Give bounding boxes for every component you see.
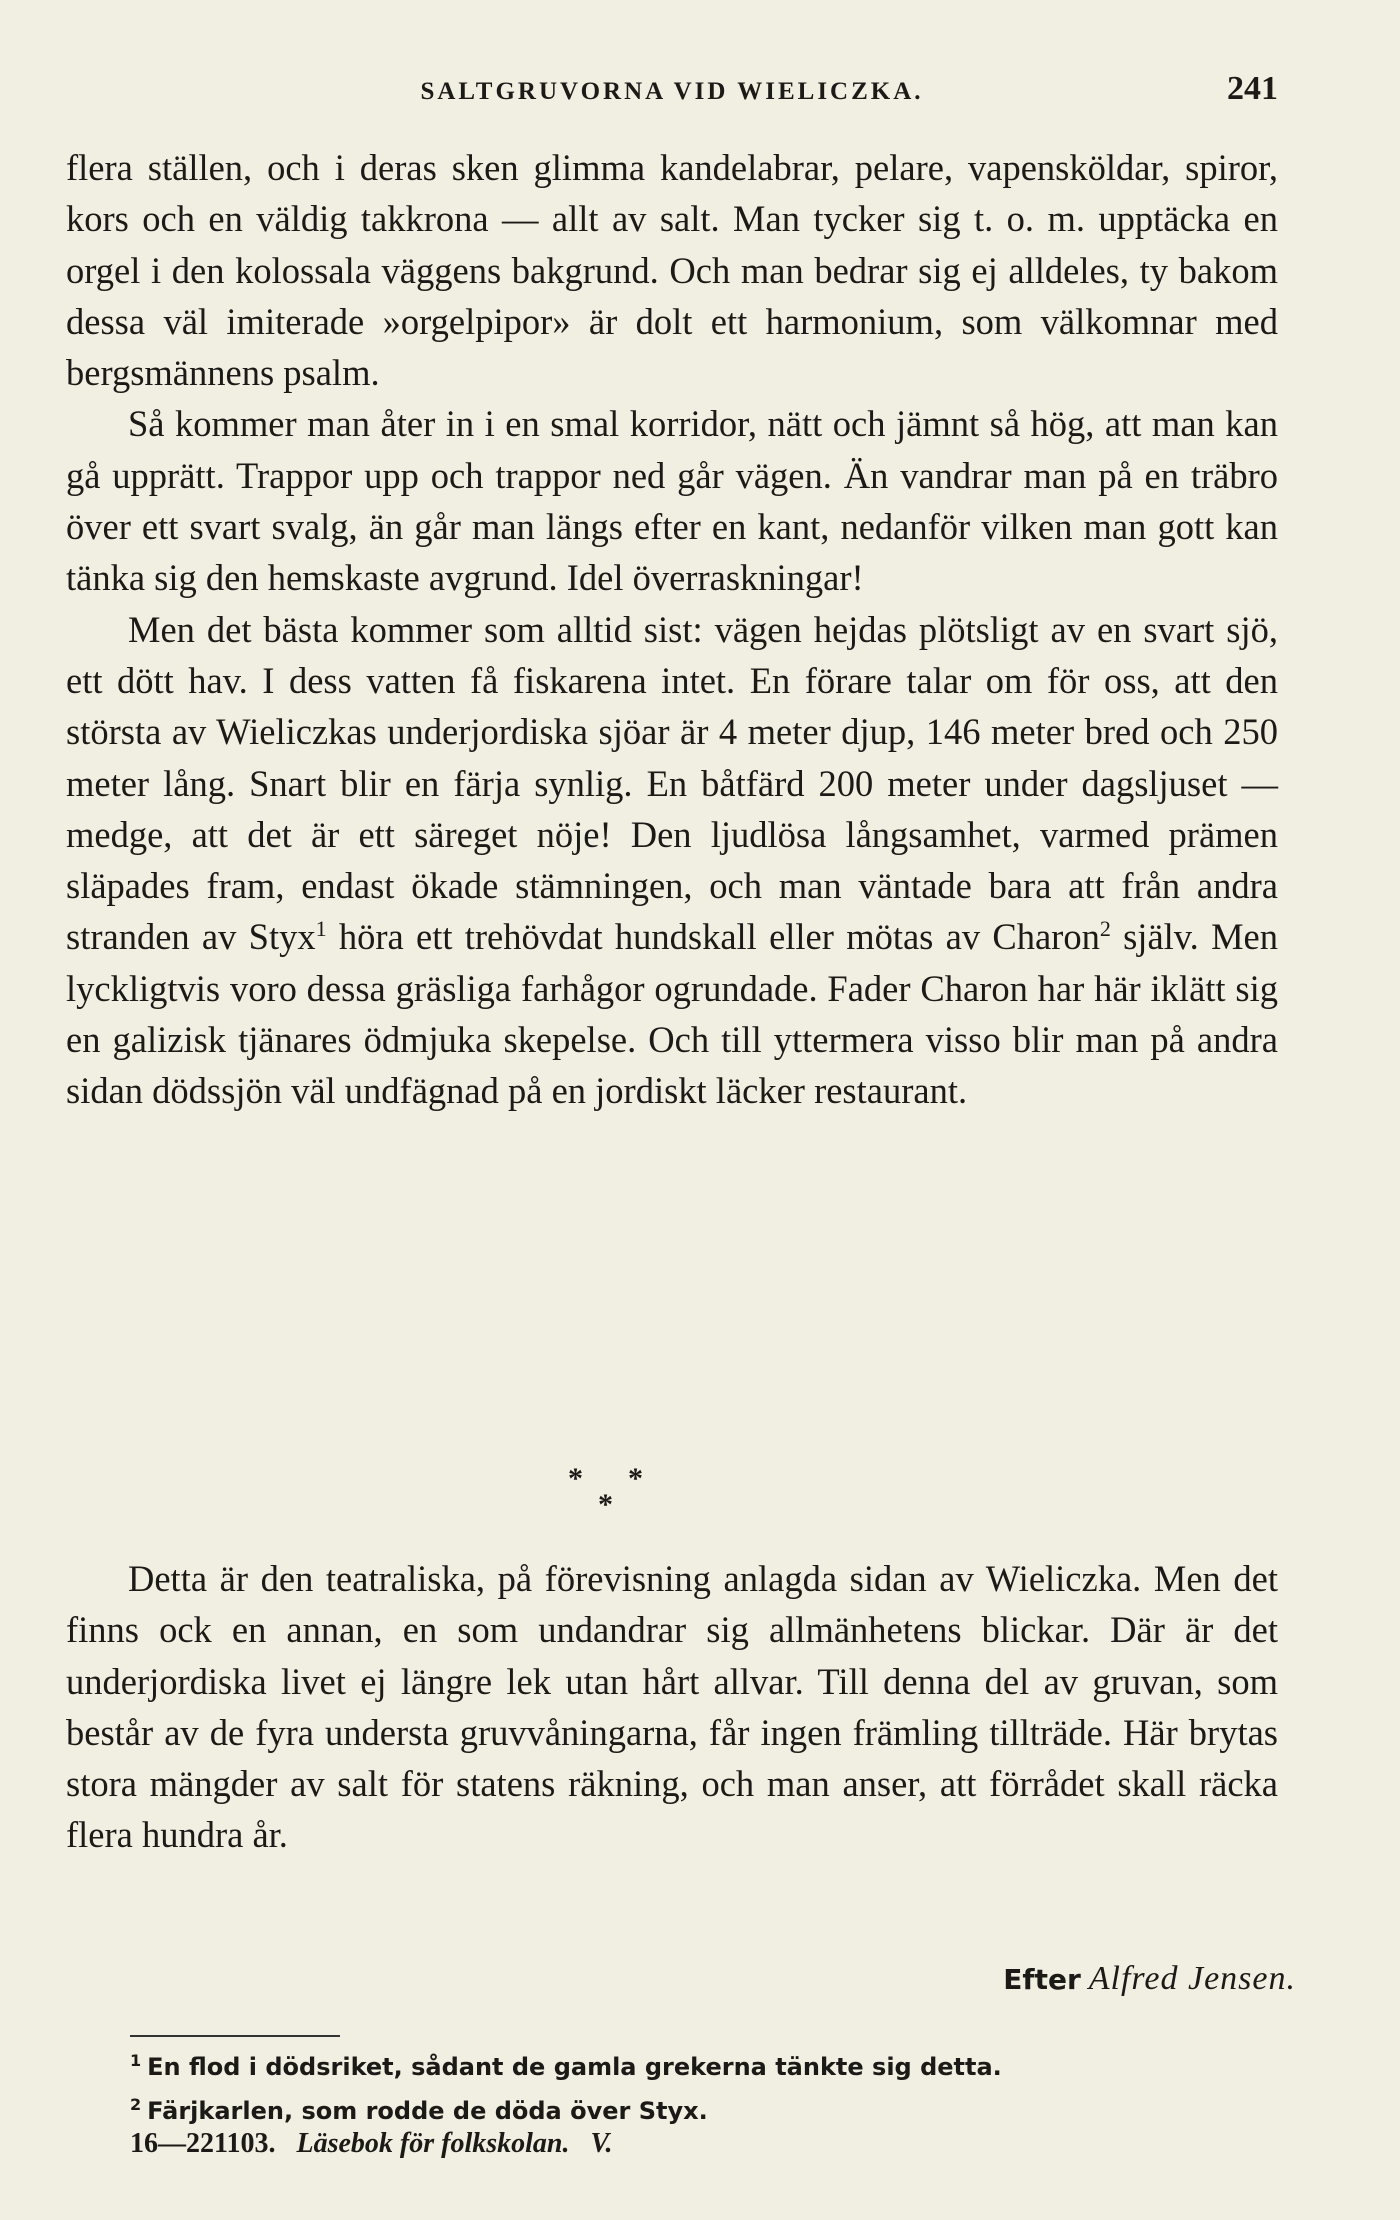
attribution — [1003, 1960, 1296, 1998]
paragraph-1: flera ställen, och i deras sken glimma kandelabrar, pelare, vapensköldar, spiror, kors och en väldig takkrona — allt av salt. Man tycker sig t. o. m. upptäcka en orgel i den kolossala väggens bakgrund. Och man bedrar sig ej alldeles, ty bakom dessa väl imiterade »orgelpipor» är dolt ett harmonium, som välkomnar med bergsmännens psalm. — [66, 147, 1278, 394]
footnote-1-mark: 1 — [130, 2051, 142, 2070]
paragraph-3-part-c: själv. Men lyckligtvis voro dessa gräsliga farhågor ogrundade. Fader Charon har här iklätt sig en galizisk tjänares ödmjuka skepelse. Och till yttermera visso blir man på andra sidan dödssjön väl undfägnad på en jordiskt läcker restaurant. — [66, 916, 1278, 1112]
footnote-1 — [130, 2042, 1230, 2086]
footnote-1-text: En flod i dödsriket, sådant de gamla grekerna tänkte sig detta. — [147, 2053, 1002, 2081]
paragraph-4: Detta är den teatraliska, på förevisning anlagda sidan av Wieliczka. Men det finns ock en annan, en som undandrar sig allmänhetens blickar. Där är det underjordiska livet ej längre lek utan hårt allvar. Till denna del av gruvan, som består av de fyra understa gruvvåningarna, får ingen främling tillträde. Här brytas stora mängder av salt för statens räkning, och man anser, att förrådet skall räcka flera hundra år. — [66, 1558, 1278, 1856]
paragraph-2: Så kommer man åter in i en smal korridor, nätt och jämnt så hög, att man kan gå upprätt. Trappor upp och trappor ned går vägen. Än vandrar man på en träbro över ett svart svalg, än går man längs efter en kant, nedanför vilken man gott kan tänka sig den hemskaste avgrund. Idel överraskningar! — [66, 403, 1278, 599]
footnote-2-mark: 2 — [130, 2095, 142, 2114]
section-2-text — [66, 1553, 1278, 1861]
signature-book: Läsebok för folkskolan. — [296, 2128, 570, 2159]
footnote-2-text: Färjkarlen, som rodde de döda över Styx. — [147, 2097, 708, 2125]
page-number: 241 — [1227, 70, 1278, 107]
attribution-author: Alfred Jensen. — [1088, 1960, 1296, 1997]
footnotes — [130, 2042, 1230, 2130]
paragraph-3-part-b: höra ett trehövdat hundskall eller mötas av Charon — [326, 916, 1100, 958]
attribution-lead: Efter — [1003, 1963, 1081, 1996]
page-header — [66, 70, 1278, 120]
asterism-star-bottom: * — [598, 1488, 613, 1521]
printer-signature — [130, 2128, 613, 2160]
paragraph-3 — [66, 604, 1278, 1117]
signature-sheet: 16—221103. — [130, 2128, 276, 2159]
footnote-rule — [130, 2035, 340, 2037]
footnote-ref-1: 1 — [315, 916, 327, 942]
section-1-text — [66, 142, 1278, 1117]
asterism-star-right: * — [628, 1462, 643, 1495]
footnote-ref-2: 2 — [1099, 916, 1111, 942]
footnote-2 — [130, 2086, 1230, 2130]
asterism-divider — [540, 1462, 740, 1532]
running-head: SALTGRUVORNA VID WIELICZKA. — [420, 78, 924, 105]
paragraph-3-part-a: Men det bästa kommer som alltid sist: vägen hejdas plötsligt av en svart sjö, ett dött hav. I dess vatten få fiskarena intet. En förare talar om för oss, att den största av Wieliczkas underjordiska sjöar är 4 meter djup, 146 meter bred och 250 meter lång. Snart blir en färja synlig. En båtfärd 200 meter under dagsljuset — medge, att det är ett säreget nöje! Den ljudlösa långsamhet, varmed prämen släpades fram, endast ökade stämningen, och man väntade bara att från andra stranden av Styx — [66, 608, 1278, 958]
signature-volume: V. — [590, 2128, 613, 2159]
asterism-star-left: * — [568, 1462, 583, 1495]
